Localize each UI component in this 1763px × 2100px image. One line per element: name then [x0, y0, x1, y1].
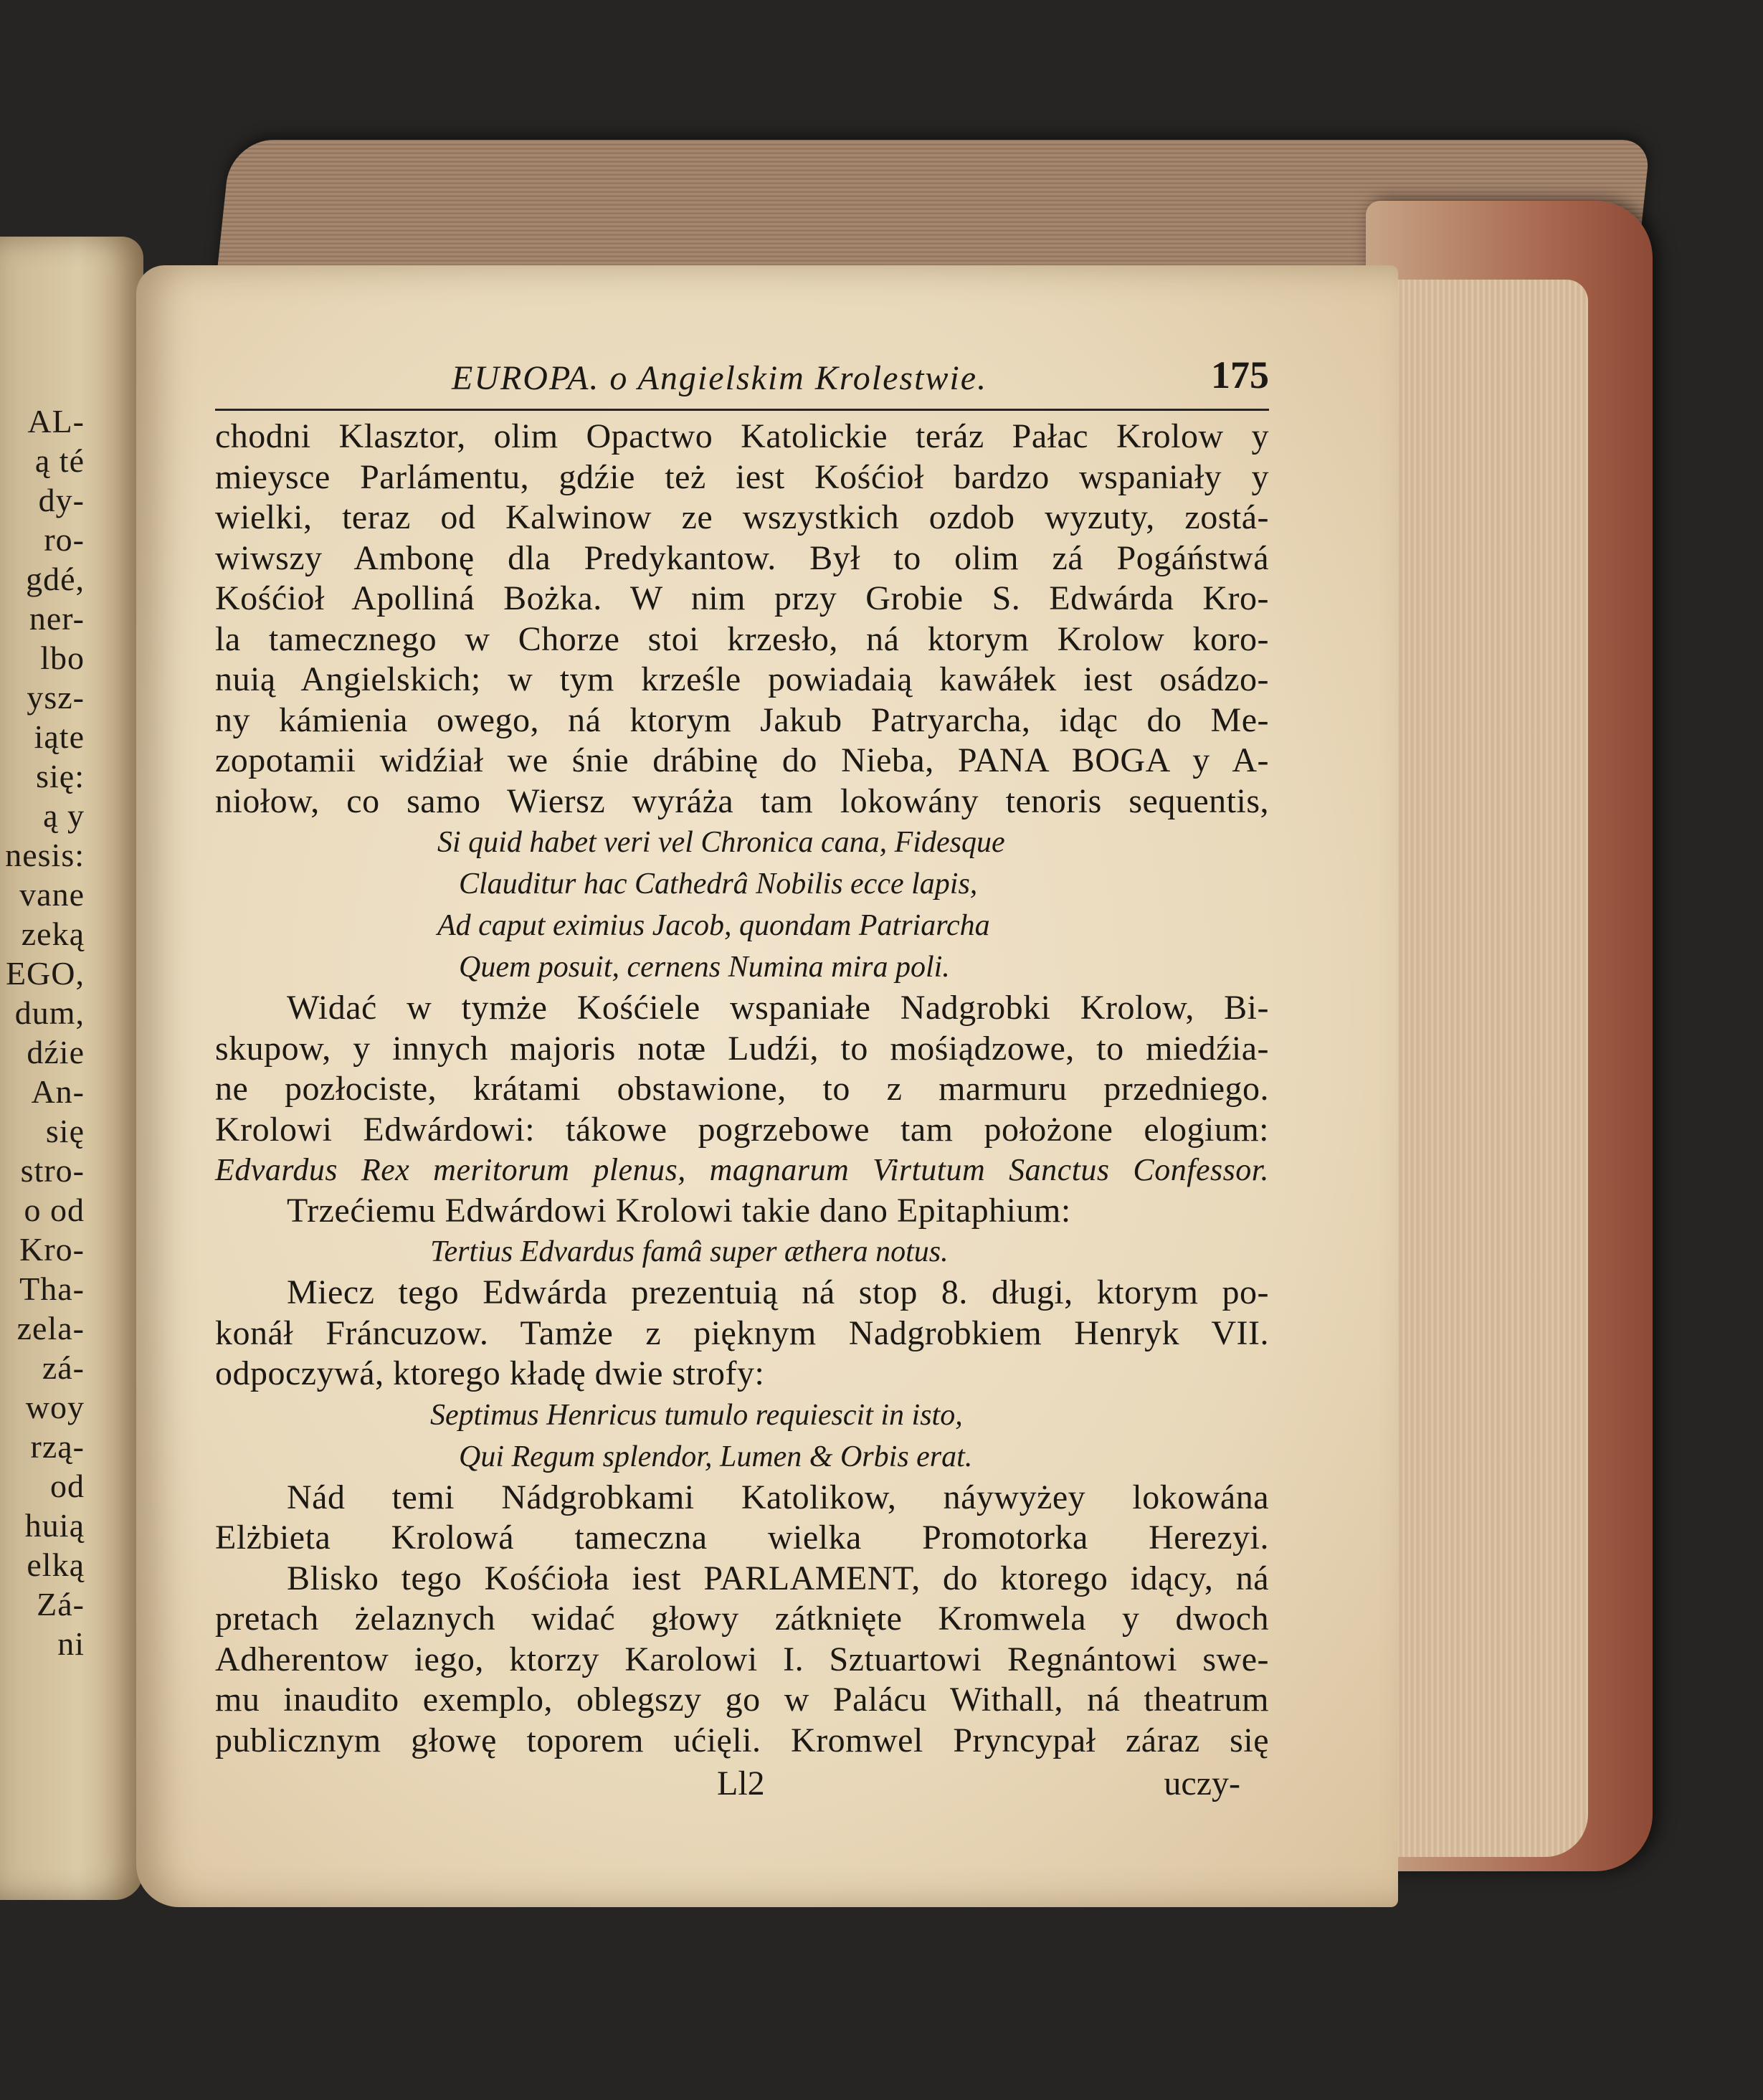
- left-page-fragment: elką: [27, 1547, 85, 1583]
- left-page-fragment: EGO,: [5, 955, 85, 992]
- left-page-fragment: AL-: [27, 403, 85, 440]
- left-page-fragment: lbo: [40, 640, 85, 676]
- left-page-fragment: zá-: [42, 1349, 85, 1386]
- left-page-fragment: się:: [36, 758, 85, 794]
- text-line: skupow, y innych majoris notæ Ludźi, to mośiądzowe, to miedźia-: [215, 1029, 1269, 1068]
- left-page-fragment: An-: [31, 1073, 85, 1110]
- left-page-fragment: woy: [25, 1389, 85, 1425]
- left-page-fragment: ą y: [43, 797, 85, 834]
- left-page-fragment: nesis:: [5, 837, 85, 873]
- left-page-fragment: ni: [57, 1625, 85, 1662]
- left-page-fragment: zela-: [16, 1310, 85, 1346]
- left-page-fragment: dy-: [38, 482, 85, 518]
- text-line: pretach żelaznych widać głowy zátknięte Kromwela y dwoch: [215, 1600, 1269, 1638]
- text-line: konáł Fráncuzow. Tamże z pięknym Nadgrobkiem Henryk VII.: [215, 1313, 1269, 1352]
- text-line: mu inaudito exemplo, oblegszy go w Palácu Withall, ná theatrum: [215, 1681, 1269, 1719]
- text-line: Adherentow iego, ktorzy Karolowi I. Sztuartowi Regnántowi swe-: [215, 1640, 1269, 1678]
- left-page-fragment: o od: [24, 1192, 85, 1228]
- text-line: wiwszy Ambonę dla Predykantow. Był to olim zá Pogáństwá: [215, 538, 1269, 577]
- epitaph-line: Edvardus Rex meritorum plenus, magnarum Virtutum Sanctus Confessor.: [215, 1152, 1269, 1187]
- left-page-fragment: Kro-: [19, 1231, 85, 1268]
- left-page-fragment: zeką: [21, 916, 85, 952]
- verse-line: Quem posuit, cernens Numina mira poli.: [459, 951, 950, 984]
- text-line: niołow, co samo Wiersz wyráża tam lokowány tenoris sequentis,: [215, 781, 1269, 820]
- verse-line: Qui Regum splendor, Lumen & Orbis erat.: [459, 1440, 973, 1473]
- running-title: EUROPA. o Angielskim Krolestwie.: [452, 359, 988, 397]
- text-line: Trzećiemu Edwárdowi Krolowi takie dano Epitaphium:: [287, 1191, 1071, 1230]
- text-line: chodni Klasztor, olim Opactwo Katolickie teráz Pałac Krolow y: [215, 417, 1269, 455]
- text-line: ny kámienia owego, ná ktorym Jakub Patryarcha, idąc do Me-: [215, 700, 1269, 739]
- left-page-fragment: ro-: [44, 521, 85, 558]
- verse-line: Septimus Henricus tumulo requiescit in isto,: [430, 1398, 963, 1432]
- page-number: 175: [1211, 353, 1269, 396]
- text-line: la tamecznego w Chorze stoi krzesło, ná ktorym Krolow koro-: [215, 619, 1269, 658]
- text-line: publicznym głowę toporem ućięli. Kromwel Pryncypał záraz się: [215, 1721, 1269, 1759]
- verse-line: Clauditur hac Cathedrâ Nobilis ecce lapis,: [459, 868, 978, 901]
- text-line: mieysce Parlámentu, gdźie też iest Kośćioł bardzo wspaniały y: [215, 457, 1269, 496]
- left-page-fragment: od: [50, 1468, 85, 1504]
- text-line: ne pozłociste, krátami obstawione, to z marmuru przedniego.: [215, 1070, 1269, 1108]
- page-footer: [215, 1764, 1269, 1807]
- left-page-fragment: Zá-: [37, 1586, 85, 1622]
- page-text: [215, 353, 1269, 1807]
- verse-line: Si quid habet veri vel Chronica cana, Fidesque: [437, 826, 1005, 859]
- text-line: odpoczywá, ktorego kładę dwie strofy:: [215, 1354, 765, 1392]
- text-line: Kośćioł Apolliná Bożka. W nim przy Grobie S. Edwárda Kro-: [215, 579, 1269, 617]
- left-page-fragment: dum,: [14, 994, 85, 1031]
- text-line: Elżbieta Krolowá tameczna wielka Promotorka Herezyi.: [215, 1519, 1269, 1557]
- text-line: wielki, teraz od Kalwinow ze wszystkich ozdob wyzuty, zostá-: [215, 498, 1269, 536]
- text-line: Nád temi Nádgrobkami Katolikow, náywyżey lokowána: [287, 1478, 1269, 1516]
- left-page-text-fragments: [0, 402, 85, 1778]
- signature-mark: Ll2: [717, 1764, 765, 1802]
- verse-line: Tertius Edvardus famâ super æthera notus.: [430, 1235, 949, 1268]
- left-page-fragment: ysz-: [27, 679, 85, 716]
- text-line: Krolowi Edwárdowi: tákowe pogrzebowe tam położone elogium:: [215, 1110, 1269, 1149]
- left-page-fragment: ner-: [29, 600, 85, 637]
- page-header: [215, 353, 1269, 411]
- text-line: Widać w tymże Kośćiele wspaniałe Nadgrobki Krolow, Bi-: [287, 989, 1269, 1027]
- left-page-fragment: gdé,: [26, 561, 85, 597]
- text-line: zopotamii widźiał we śnie drábinę do Nieba, PANA BOGA y A-: [215, 741, 1269, 779]
- left-page-fragment: się: [45, 1113, 85, 1149]
- verse-line: Ad caput eximius Jacob, quondam Patriarcha: [437, 909, 990, 942]
- text-line: Blisko tego Kośćioła iest PARLAMENT, do ktorego idący, ná: [287, 1559, 1269, 1597]
- left-page-fragment: stro-: [20, 1152, 85, 1189]
- left-page-fragment: Tha-: [19, 1270, 85, 1307]
- left-page-fragment: dźie: [27, 1034, 85, 1070]
- text-line: nuią Angielskich; w tym krześle powiadaią kawáłek iest osádzo-: [215, 660, 1269, 698]
- left-page-fragment: vane: [19, 876, 85, 913]
- catchword: uczy-: [1164, 1764, 1240, 1802]
- left-page-fragment: ą té: [34, 442, 85, 479]
- left-page-fragment: iąte: [34, 718, 85, 755]
- text-line: Miecz tego Edwárda prezentuią ná stop 8. długi, ktorym po-: [287, 1273, 1269, 1311]
- left-page-fragment: huią: [24, 1507, 85, 1544]
- left-page-fragment: rzą-: [30, 1428, 85, 1465]
